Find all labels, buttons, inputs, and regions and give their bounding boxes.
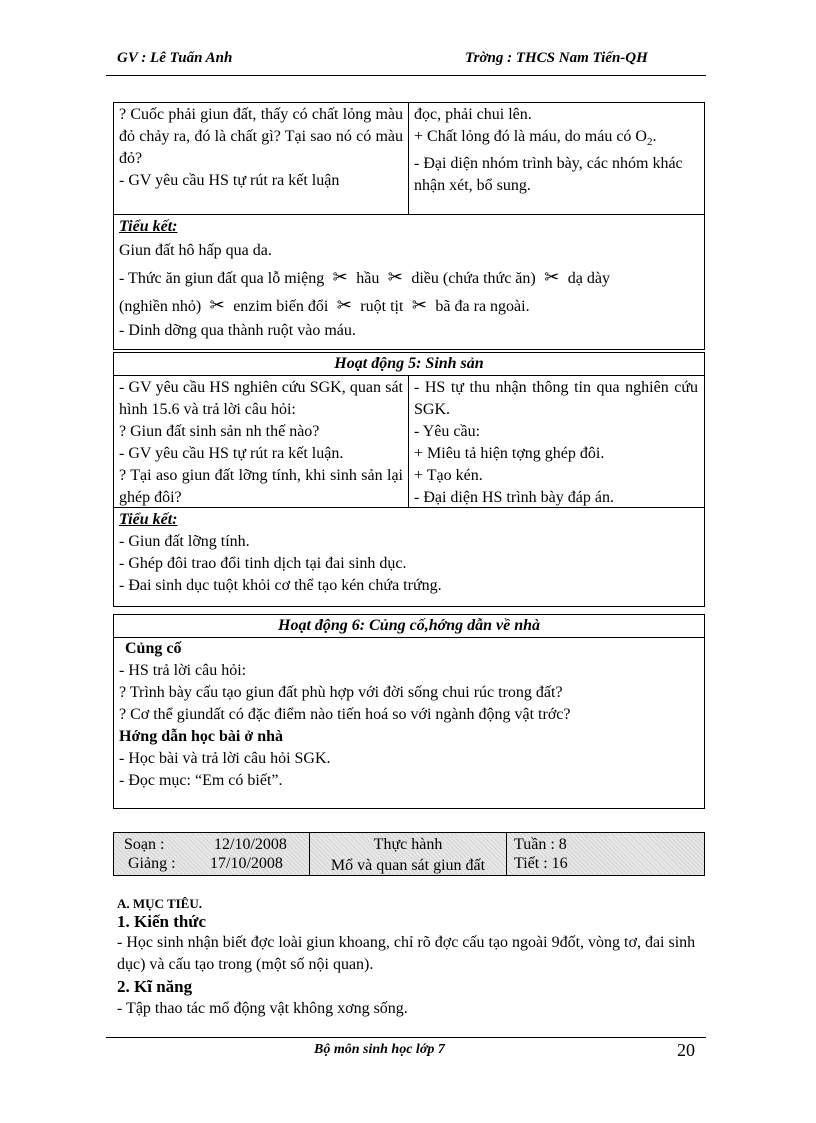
answer-line: - Đại diện nhóm trình bày, các nhóm khác nhận xét, bổ sung.: [414, 155, 683, 195]
question-text: ? Cuốc phải giun đất, thấy có chất lỏng màu đỏ chảy ra, đó là chất gì? Tại sao nó có màu đỏ?: [119, 106, 403, 167]
soan-date: 12/10/2008: [214, 836, 287, 853]
soan-label: Soạn :: [124, 836, 165, 853]
header-rule: [106, 75, 706, 76]
cell-line: ? Giun đất sinh sản nh thế nào?: [119, 423, 320, 440]
activity5-left-cell: [119, 377, 403, 509]
cell-line: - GV yêu cầu HS nghiên cứu SGK, quan sát hình 15.6 và trả lời câu hỏi:: [119, 379, 403, 418]
objectives-section: [117, 896, 705, 1020]
activity4-right-cell: [414, 104, 698, 197]
content-line: - HS trả lời câu hỏi:: [119, 662, 247, 679]
cell-line: ? Tại aso giun đất lỡng tính, khi sinh sản lại ghép đôi?: [119, 467, 403, 506]
summary-heading: Tiểu kết:: [119, 218, 178, 235]
table-activity-4: [113, 102, 705, 350]
summary-line: - Giun đất lỡng tính.: [119, 533, 250, 550]
arrow-icon: ✂: [209, 295, 225, 315]
row-divider: [114, 214, 704, 215]
activity5-right-cell: [414, 377, 698, 509]
cell-line: - Đại diện HS trình bày đáp án.: [414, 489, 614, 506]
activity5-title: Hoạt động 5: Sinh sản: [334, 355, 484, 372]
section-heading: Củng cố: [125, 640, 182, 657]
giang-label: Giảng :: [128, 855, 176, 872]
summary-line: - Ghép đôi trao đổi tinh dịch tại đai sinh dục.: [119, 555, 407, 572]
cell-line: - HS tự thu nhận thông tin qua nghiên cứu SGK.: [414, 379, 698, 418]
cell-line: - GV yêu cầu HS tự rút ra kết luận.: [119, 445, 344, 462]
lesson-type: Thực hành: [373, 836, 443, 853]
knowledge-text: - Học sinh nhận biết đợc loài giun khoang, chỉ rõ đợc cấu tạo ngoài 9đốt, vòng tơ, đai sinh dục) và cấu tạo trong (một số nội quan).: [117, 934, 696, 973]
summary-line: - Dinh dỡng qua thành ruột vào máu.: [119, 322, 356, 339]
column-divider: [408, 375, 409, 507]
arrow-icon: ✂: [544, 267, 560, 287]
cell-line: + Miêu tả hiện tợng ghép đôi.: [414, 445, 605, 462]
skills-text: - Tập thao tác mổ động vật không xơng sống.: [117, 1000, 408, 1017]
summary-line: - Đai sinh dục tuột khỏi cơ thể tạo kén chứa trứng.: [119, 577, 442, 594]
instruction-text: - GV yêu cầu HS tự rút ra kết luận: [119, 172, 340, 189]
lesson-title: Mổ và quan sát giun đất: [330, 857, 486, 874]
arrow-icon: ✂: [411, 295, 427, 315]
week-number: Tuần : 8: [514, 836, 567, 853]
header-school: Trờng : THCS Nam Tiến-QH: [465, 50, 648, 66]
summary-line: Giun đất hô hấp qua da.: [119, 242, 272, 259]
summary-1: [119, 216, 699, 342]
arrow-icon: ✂: [336, 295, 352, 315]
header-teacher: GV : Lê Tuấn Anh: [117, 50, 233, 66]
arrow-icon: ✂: [387, 267, 403, 287]
summary-line: - Thức ăn giun đất qua lỗ miệng ✂ hầu ✂ diều (chứa thức ăn) ✂ dạ dày: [119, 267, 610, 287]
cell-line: + Tạo kén.: [414, 467, 483, 484]
summary-line: (nghiền nhỏ) ✂ enzim biến đổi ✂ ruột tịt ✂ bã đa ra ngoài.: [119, 295, 530, 315]
content-line: ? Trình bày cấu tạo giun đất phù hợp với đời sống chui rúc trong đất?: [119, 684, 563, 701]
activity6-title: Hoạt động 6: Củng cố,hớng dẫn về nhà: [278, 617, 540, 634]
cell-line: - Yêu cầu:: [414, 423, 481, 440]
page-number: 20: [677, 1040, 695, 1060]
answer-line: đọc, phải chui lên.: [414, 106, 532, 123]
footer-rule: [106, 1037, 706, 1038]
activity4-left-cell: [119, 104, 403, 192]
section-heading: Hớng dẫn học bài ở nhà: [119, 728, 283, 745]
table-activity-6: [113, 614, 705, 809]
arrow-icon: ✂: [332, 267, 348, 287]
summary-heading: Tiểu kết:: [119, 511, 178, 528]
period-number: Tiết : 16: [514, 855, 568, 872]
row-divider: [114, 507, 704, 508]
summary-2: [119, 509, 699, 597]
giang-date: 17/10/2008: [210, 855, 283, 872]
content-line: - Học bài và trả lời câu hỏi SGK.: [119, 750, 331, 767]
row-divider: [114, 375, 704, 376]
content-line: - Đọc mục: “Em có biết”.: [119, 772, 283, 789]
lesson-info-box: [113, 832, 705, 876]
content-line: ? Cơ thể giundất có đặc điểm nào tiến hoá so với ngành động vật trớc?: [119, 706, 571, 723]
skills-heading: 2. Kĩ năng: [117, 977, 193, 996]
answer-line: + Chất lỏng đó là máu, do máu có $O_2$.: [414, 128, 657, 149]
footer-subject: Bộ môn sinh học lớp 7: [314, 1042, 445, 1057]
knowledge-heading: 1. Kiến thức: [117, 912, 207, 931]
column-divider: [408, 103, 409, 214]
info-divider: [506, 833, 507, 875]
activity6-content: [119, 638, 699, 792]
table-activity-5: [113, 352, 705, 607]
objectives-heading: A. MỤC TIÊU.: [117, 896, 202, 911]
